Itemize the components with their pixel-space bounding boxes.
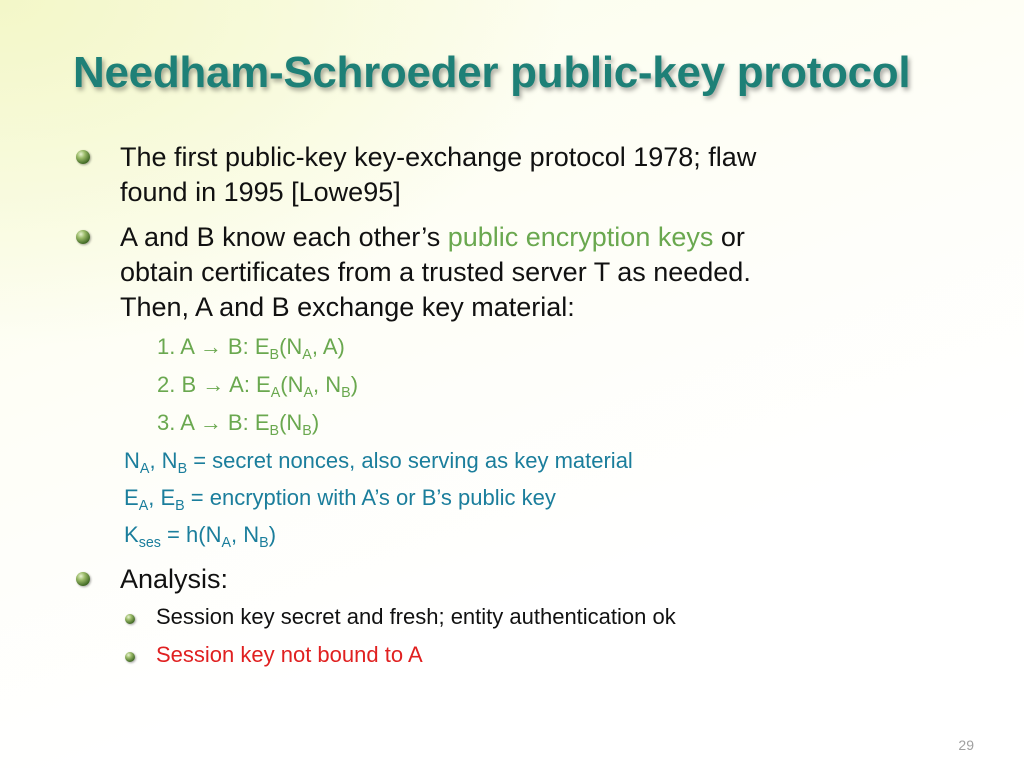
bullet-2-text-end: or xyxy=(713,222,745,252)
bullet-dot-icon xyxy=(76,572,90,586)
protocol-step-1: 1. A → B: $E_B(N_A$, A) xyxy=(157,334,345,363)
page-number: 29 xyxy=(958,737,974,753)
protocol-step-2: 2. B → A: $E_A(N_A$, $N_B$) xyxy=(157,372,359,401)
bullet-1-line-1: The first public-key key-exchange protocol 1978; flaw xyxy=(120,142,757,172)
definition-nonces: $N_A$, $N_B$ = secret nonces, also serving as key material xyxy=(124,448,633,477)
protocol-step-3: 3. A → B: $E_B(N_B)$ xyxy=(157,410,320,439)
slide-title: Needham-Schroeder public-key protocol xyxy=(73,48,911,97)
bullet-2-line-1 xyxy=(120,220,745,255)
bullet-3-analysis: Analysis: xyxy=(120,564,229,594)
bullet-2-text: A and B know each other’s xyxy=(120,222,448,252)
analysis-item-2: Session key not bound to A xyxy=(156,642,423,667)
definition-encryption: $E_A$, $E_B$ = encryption with A’s or B’s public key xyxy=(124,485,556,514)
sub-bullet-dot-icon xyxy=(125,652,135,662)
bullet-2-line-3: Then, A and B exchange key material: xyxy=(120,292,575,322)
analysis-item-1: Session key secret and fresh; entity authentication ok xyxy=(156,604,676,629)
bullet-2-highlight: public encryption keys xyxy=(447,222,714,252)
definition-session-key: $K_{ses} = h(N_A$, $N_B$) xyxy=(124,522,277,551)
bullet-1-line-2: found in 1995 [Lowe95] xyxy=(120,177,401,207)
bullet-dot-icon xyxy=(76,150,90,164)
sub-bullet-dot-icon xyxy=(125,614,135,624)
bullet-2-line-2: obtain certificates from a trusted server T as needed. xyxy=(120,257,751,287)
bullet-dot-icon xyxy=(76,230,90,244)
